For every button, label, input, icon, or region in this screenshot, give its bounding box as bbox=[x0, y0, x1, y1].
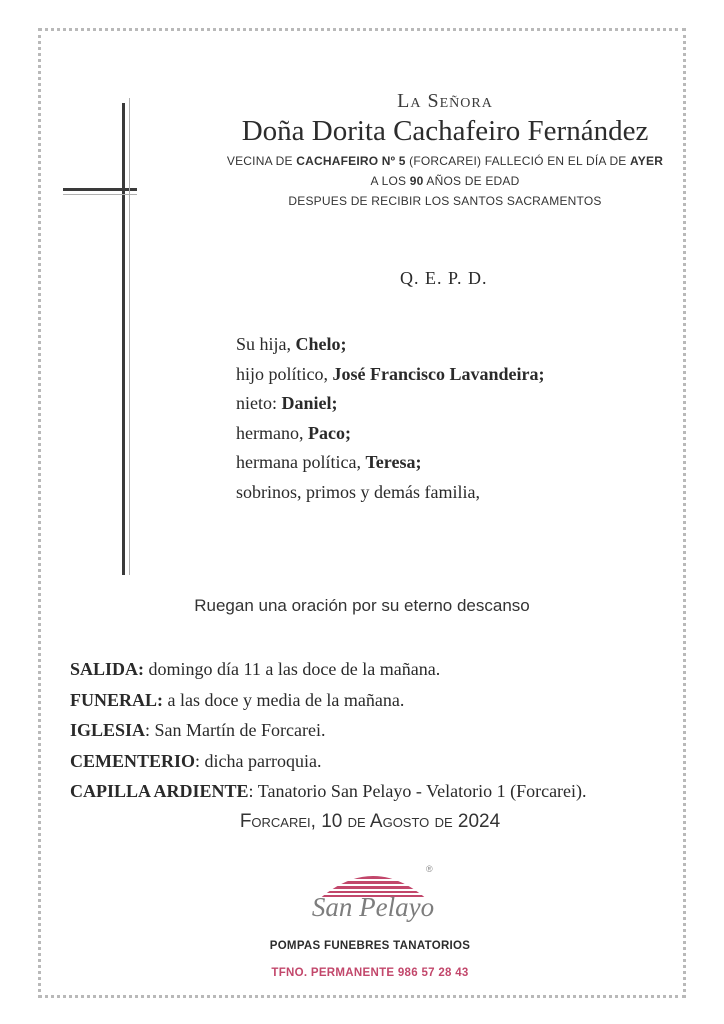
detail-row: SALIDA: domingo día 11 a las doce de la mañana. bbox=[70, 659, 441, 679]
family-line: hijo político, José Francisco Lavandeira; bbox=[236, 363, 545, 384]
deceased-name: Doña Dorita Cachafeiro Fernández bbox=[241, 115, 649, 147]
cross-icon bbox=[60, 98, 140, 580]
family-line: sobrinos, primos y demás familia, bbox=[236, 481, 480, 502]
detail-row: FUNERAL: a las doce y media de la mañana. bbox=[70, 689, 405, 710]
logo-text: San Pelayo bbox=[311, 892, 435, 922]
family-line: nieto: Daniel; bbox=[236, 393, 338, 413]
age-line: A LOS 90 AÑOS DE EDAD bbox=[370, 174, 520, 188]
qepd: Q. E. P. D. bbox=[400, 268, 488, 288]
detail-row: IGLESIA: San Martín de Forcarei. bbox=[70, 720, 326, 740]
family-line: hermano, Paco; bbox=[236, 422, 351, 443]
honorific: La Señora bbox=[397, 90, 493, 112]
sacraments-line: DESPUES DE RECIBIR LOS SANTOS SACRAMENTOS bbox=[288, 194, 602, 208]
detail-row: CAPILLA ARDIENTE: Tanatorio San Pelayo - Velatorio 1 (Forcarei). bbox=[70, 781, 587, 801]
prayer-text: Ruegan una oración por su eterno descanso bbox=[194, 596, 530, 615]
detail-row: CEMENTERIO: dicha parroquia. bbox=[70, 750, 322, 771]
family-line: Su hija, Chelo; bbox=[236, 334, 347, 354]
place-date: Forcarei, 10 de Agosto de 2024 bbox=[239, 811, 501, 832]
phone-number: TFNO. PERMANENTE 986 57 28 43 bbox=[271, 967, 469, 979]
family-line: hermana política, Teresa; bbox=[236, 452, 422, 472]
san-pelayo-logo bbox=[298, 860, 448, 928]
residence-line: VECINA DE CACHAFEIRO Nº 5 (FORCAREI) FALLECIÓ EN EL DÍA DE AYER bbox=[226, 154, 664, 168]
family-list bbox=[236, 330, 544, 507]
header bbox=[200, 90, 690, 208]
service-details bbox=[70, 654, 587, 807]
company-name: POMPAS FUNEBRES TANATORIOS bbox=[269, 940, 471, 952]
registered-mark: ® bbox=[426, 864, 433, 874]
